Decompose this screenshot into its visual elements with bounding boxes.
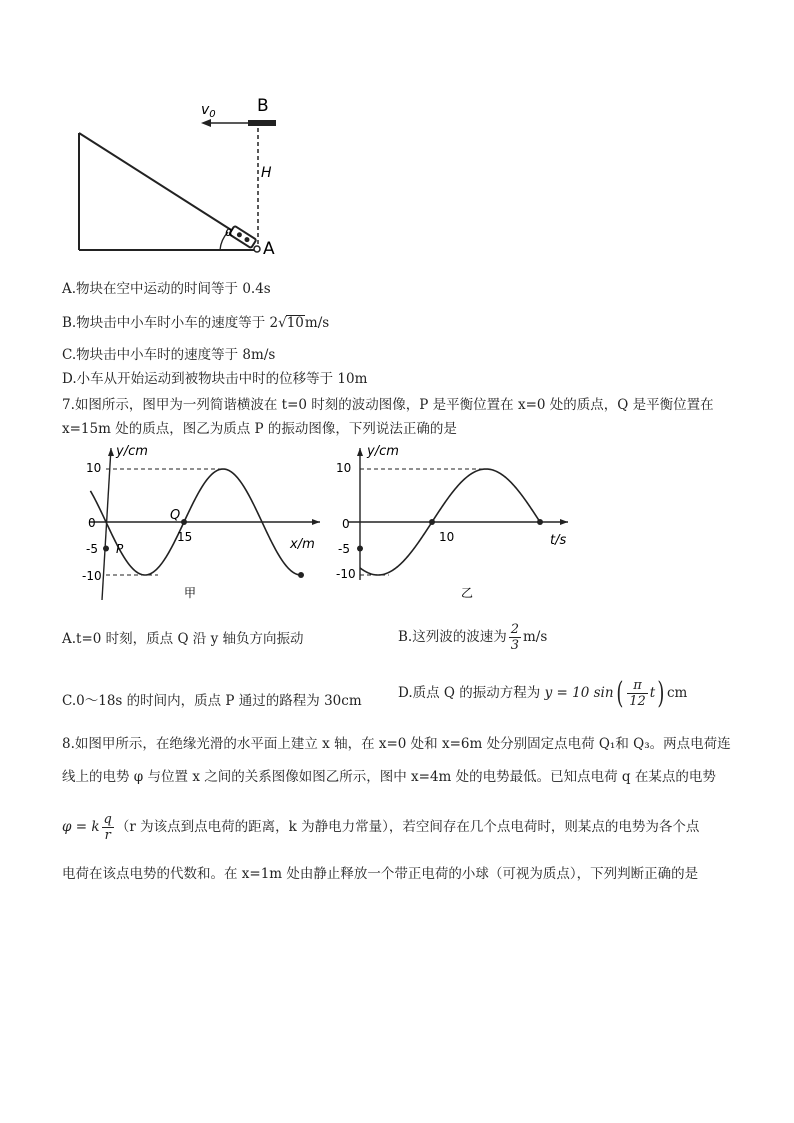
jia-point-2 <box>298 572 304 578</box>
yi-ytick-minus10: -10 <box>336 567 356 581</box>
sqrt-radicand: 10 <box>286 315 304 331</box>
q7-option-d: D.质点 Q 的振动方程为 y = 10 sin( $\frac{\pi}{12}$ t) cm <box>398 675 688 711</box>
time-variable: t <box>649 685 656 701</box>
q7-option-c: C.0～18s 的时间内，质点 P 通过的路程为 30cm <box>62 693 362 709</box>
jia-point-0 <box>103 546 109 552</box>
yi-x-arrow <box>560 519 568 525</box>
yi-ytick-0: 0 <box>342 517 350 531</box>
jia-x-arrow <box>312 519 320 525</box>
q7-option-a: A.t=0 时刻，质点 Q 沿 y 轴负方向振动 <box>62 631 304 647</box>
jia-y-arrow <box>108 448 114 456</box>
q8-line3 <box>62 812 699 843</box>
jia-point-Q: Q <box>170 508 181 523</box>
yi-xtick-10: 10 <box>439 530 455 544</box>
potential-denominator: r <box>104 828 111 843</box>
jia-ytick-minus10: -10 <box>82 569 102 583</box>
jia-ylabel: y/cm <box>116 444 148 459</box>
potential-formula: φ = k <box>62 819 100 835</box>
q7-stem-line2: x=15m 处的质点，图乙为质点 P 的振动图像，下列说法正确的是 <box>62 421 457 437</box>
jia-caption: 甲 <box>184 586 197 600</box>
jia-ytick-minus5: -5 <box>86 542 98 556</box>
yi-ylabel: y/cm <box>367 444 399 459</box>
v0-arrowhead <box>201 119 211 127</box>
phase-denominator: 12 <box>629 694 646 709</box>
yi-ytick-minus5: -5 <box>338 542 350 556</box>
q7-option-d-text: D.质点 Q 的振动方程为 <box>398 685 541 701</box>
block-B <box>248 120 276 126</box>
q6-option-d: D.小车从开始运动到被物块击中时的位移等于 10m <box>62 371 368 387</box>
label-B: B <box>257 96 269 116</box>
yi-ytick-10: 10 <box>336 461 352 475</box>
potential-numerator: q <box>103 812 112 827</box>
q7-stem-line1: 7.如图所示，图甲为一列简谐横波在 t=0 时刻的波动图像，P 是平衡位置在 x=0 处的质点，Q 是平衡位置在 <box>62 397 714 413</box>
q7-option-b <box>398 622 547 653</box>
jia-xlabel: x/m <box>290 537 315 552</box>
label-alpha: α <box>225 225 234 240</box>
v0-label: $v_0$ <box>201 102 216 120</box>
jia-ytick-10: 10 <box>86 461 102 475</box>
q6-option-a: A.物块在空中运动的时间等于 0.4s <box>62 281 271 297</box>
q8-line4: 电荷在该点电势的代数和。在 x=1m 处由静止释放一个带正电荷的小球（可视为质点），下列判断正确的是 <box>62 866 699 882</box>
label-A: A <box>263 239 275 259</box>
phase-fraction <box>627 678 648 709</box>
wheel <box>254 246 260 252</box>
q6-option-b-unit: m/s <box>304 315 330 331</box>
q7-option-b-text: B.这列波的波速为 <box>398 629 507 645</box>
wave-speed-fraction <box>509 622 521 653</box>
wave-chart-jia <box>80 440 330 610</box>
q7-option-d-unit: cm <box>666 685 688 701</box>
incline-figure <box>70 90 290 260</box>
jia-ytick-0: 0 <box>88 516 96 530</box>
potential-fraction <box>102 812 114 843</box>
q8-line2: 线上的电势 φ 与位置 x 之间的关系图像如图乙所示，图中 x=4m 处的电势最低。已知点电荷 q 在某点的电势 <box>62 769 716 785</box>
vibration-chart-yi <box>330 440 580 610</box>
q6-option-b: B.物块击中小车时小车的速度等于 2√10m/s <box>62 315 330 331</box>
jia-point-1 <box>181 519 187 525</box>
q7-option-b-unit: m/s <box>523 629 548 645</box>
q6-option-c: C.物块击中小车时的速度等于 8m/s <box>62 347 276 363</box>
vibration-equation: y = 10 sin <box>544 685 614 701</box>
yi-point-1 <box>429 519 435 525</box>
yi-point-0 <box>357 546 363 552</box>
yi-point-2 <box>537 519 543 525</box>
q8-line3-text: （r 为该点到点电荷的距离，k 为静电力常量），若空间存在几个点电荷时，则某点的电势为各个点 <box>115 819 700 835</box>
q8-line1: 8.如图甲所示，在绝缘光滑的水平面上建立 x 轴，在 x=0 处和 x=6m 处分别固定点电荷 Q₁和 Q₃。两点电荷连 <box>62 736 731 752</box>
jia-xtick-15: 15 <box>177 530 193 544</box>
yi-caption: 乙 <box>461 586 474 600</box>
q6-option-b-text: B.物块击中小车时小车的速度等于 2 <box>62 315 279 331</box>
fraction-numerator: 2 <box>510 622 519 637</box>
label-H: H <box>261 165 272 181</box>
yi-xlabel: t/s <box>550 533 567 548</box>
fraction-denominator: 3 <box>510 638 519 653</box>
jia-point-P: P <box>116 542 124 556</box>
phase-numerator: π <box>627 678 648 694</box>
yi-y-arrow <box>357 448 363 456</box>
